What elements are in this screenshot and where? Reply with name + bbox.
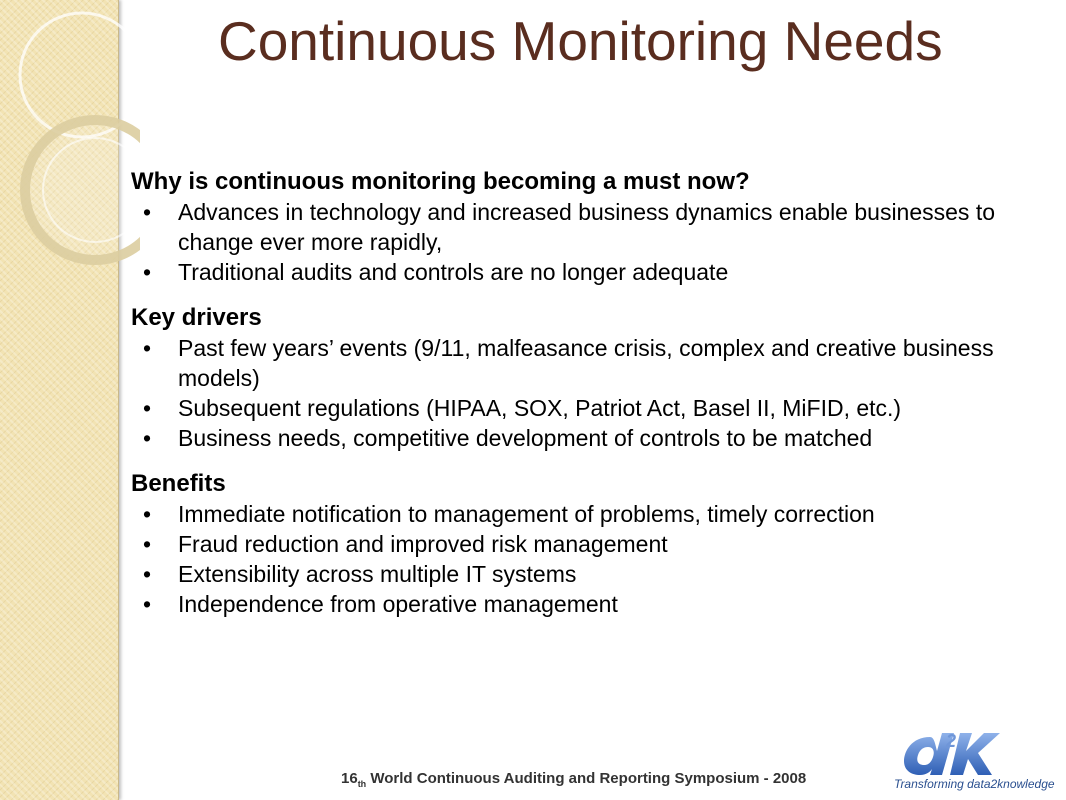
bullet-dot-icon: •	[143, 425, 152, 451]
slide-title: Continuous Monitoring Needs	[218, 10, 943, 72]
logo-tagline: Transforming data2knowledge	[894, 777, 1055, 791]
bullet-text: Advances in technology and increased business dynamics enable businesses to change ever more rapidly,	[178, 199, 996, 255]
footer	[341, 770, 806, 789]
bullet-text: Past few years’ events (9/11, malfeasance crisis, complex and creative business models)	[178, 335, 994, 391]
bullet-text: Independence from operative management	[178, 591, 618, 617]
bullet-item	[131, 529, 1031, 559]
section-heading: Key drivers	[131, 304, 262, 331]
decorative-circle-inner	[43, 138, 140, 242]
section-heading: Benefits	[131, 470, 226, 497]
bullet-dot-icon: •	[143, 259, 152, 285]
bullet-item	[131, 197, 1031, 257]
bullet-dot-icon: •	[143, 199, 152, 225]
bullet-list	[131, 333, 1031, 453]
bullet-item	[131, 333, 1031, 393]
bullet-item	[131, 499, 1031, 529]
bullet-dot-icon: •	[143, 531, 152, 557]
section	[131, 469, 1031, 619]
section	[131, 303, 1031, 453]
decorative-circles	[0, 0, 140, 280]
bullet-dot-icon: •	[143, 501, 152, 527]
bullet-item	[131, 559, 1031, 589]
footer-ordinal: th	[357, 779, 367, 789]
bullet-item	[131, 589, 1031, 619]
bullet-dot-icon: •	[143, 395, 152, 421]
bullet-text: Traditional audits and controls are no longer adequate	[178, 259, 729, 285]
bullet-dot-icon: •	[143, 591, 152, 617]
bullet-text: Fraud reduction and improved risk management	[178, 531, 668, 557]
footer-number: 16	[341, 770, 358, 787]
section	[131, 167, 1031, 287]
svg-text:2: 2	[946, 731, 957, 751]
bullet-item	[131, 257, 1031, 287]
bullet-text: Subsequent regulations (HIPAA, SOX, Patriot Act, Basel II, MiFID, etc.)	[178, 395, 902, 421]
footer-text: World Continuous Auditing and Reporting Symposium - 2008	[366, 770, 807, 787]
bullet-list	[131, 197, 1031, 287]
bullet-text: Immediate notification to management of problems, timely correction	[178, 501, 875, 527]
section-heading: Why is continuous monitoring becoming a must now?	[131, 168, 750, 195]
bullet-item	[131, 423, 1031, 453]
bullet-dot-icon: •	[143, 335, 152, 361]
logo-mark-icon	[890, 725, 1062, 779]
bullet-text: Extensibility across multiple IT systems	[178, 561, 577, 587]
bullet-list	[131, 499, 1031, 619]
bullet-dot-icon: •	[143, 561, 152, 587]
bullet-text: Business needs, competitive development of controls to be matched	[178, 425, 873, 451]
company-logo	[890, 725, 1062, 797]
bullet-item	[131, 393, 1031, 423]
slide-content	[131, 167, 1031, 635]
